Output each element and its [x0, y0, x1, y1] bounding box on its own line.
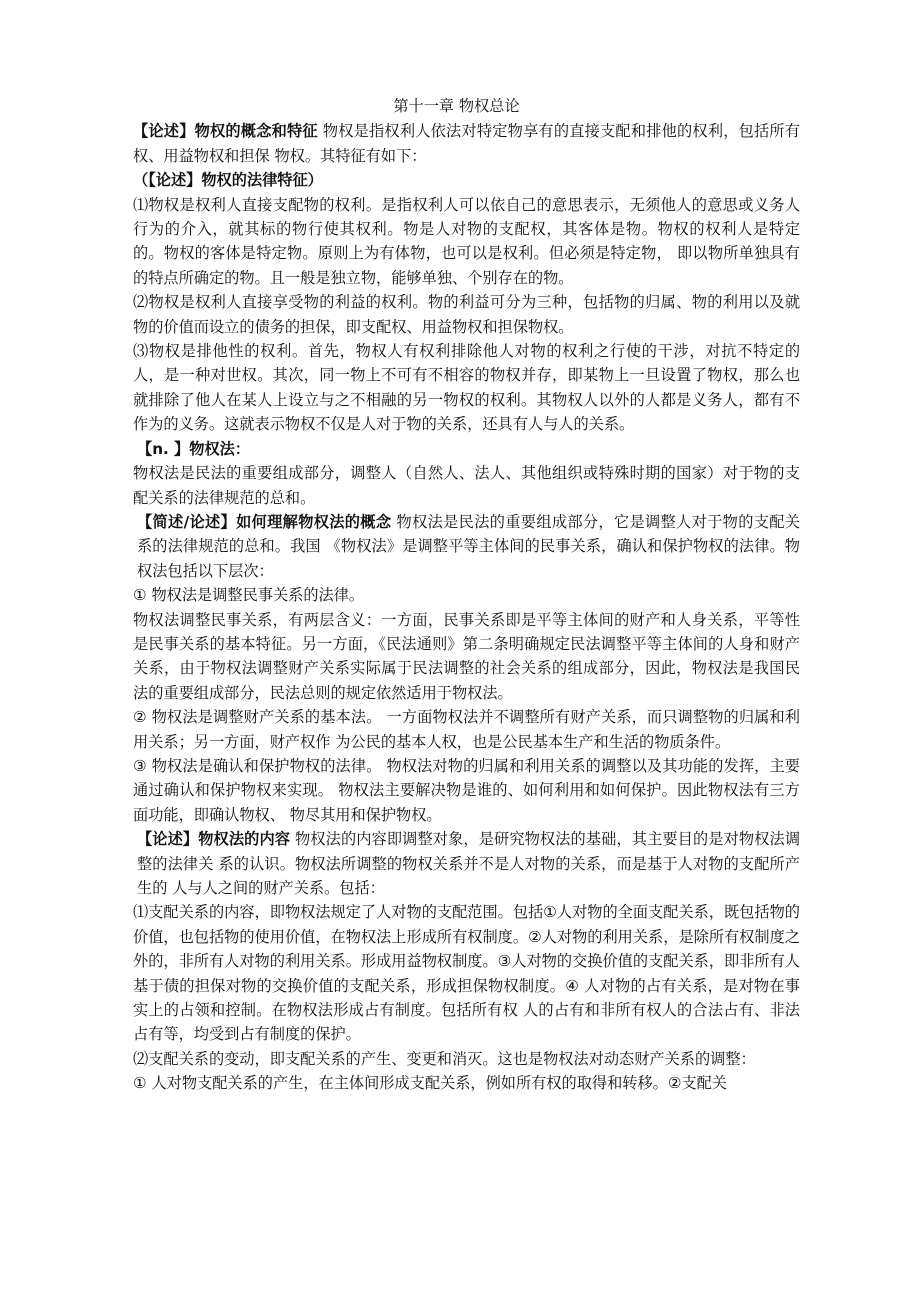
concept-paragraph: [133, 119, 800, 168]
understanding-item-2: ② 物权法是调整财产关系的基本法。 一方面物权法并不调整所有财产关系，而只调整物的归属和利用关系；另一方面，财产权作 为公民的基本人权，也是公民基本生产和生活的物质条件。: [133, 708, 800, 751]
understanding-item-1: ① 物权法是调整民事关系的法律。: [133, 586, 365, 605]
content-text: 物权法的内容即调整对象，是研究物权法的基础，其主要目的是对物权法调整的法律关 系的认识。物权法所调整的物权关系并不是人对物的关系，而是基于人对物的支配所产生的 人与人之间的财产关系。包括：: [137, 830, 801, 897]
understanding-text: 物权法是民法的重要组成部分，它是调整人对于物的支配关系的法律规范的总和。我国 《物权法》是调整平等主体间的民事关系，确认和保护物权的法律。物权法包括以下层次：: [137, 512, 800, 580]
content-item-2: ⑵支配关系的变动，即支配关系的产生、变更和消灭。这也是物权法对动态财产关系的调整：: [133, 1049, 756, 1068]
concept-text: 物权是指权利人依法对特定物享有的直接支配和排他的权利，包括所有权、用益物权和担保 物权。其特征有如下：: [133, 122, 801, 165]
chapter-title: 第十一章 物权总论: [393, 97, 520, 115]
property-law-heading: 【n. 】物权法：: [137, 439, 250, 458]
feature-item-1: ⑴物权是权利人直接支配物的权利。是指权利人可以依自己的意思表示，无须他人的意思或义务人行为的介入，就其标的物行使其权利。物是人对物的支配权，其客体是物。物权的权利人是特定的。物权的客体是特定物。原则上为有体物，也可以是权利。但必须是特定物， 即以物所单独具有的特点所确定的物。且一般是独立物，能够单独、个别存在的物。: [133, 195, 800, 287]
concept-heading: 【论述】物权的概念和特征: [133, 122, 318, 141]
content-item-3: ① 人对物支配关系的产生，在主体间形成支配关系，例如所有权的取得和转移。②支配关: [133, 1074, 727, 1093]
content-heading: 【论述】物权法的内容: [137, 830, 291, 849]
content-paragraph: [133, 827, 800, 900]
understanding-item-3: ③ 物权法是确认和保护物权的法律。 物权法对物的归属和利用关系的调整以及其功能的发挥，主要通过确认和保护物权来实现。 物权法主要解决物是谁的、如何利用和如何保护。因此物权法有三方面功能，即确认物权、 物尽其用和保护物权。: [133, 756, 800, 824]
content-item-1: ⑴支配关系的内容，即物权法规定了人对物的支配范围。包括①人对物的全面支配关系，既包括物的价值，也包括物的使用价值，在物权法上形成所有权制度。②人对物的利用关系，是除所有权制度之外的，非所有人对物的利用关系。形成用益物权制度。③人对物的交换价值的支配关系，即非所有人基于债的担保对物的交换价值的支配关系，形成担保物权制度。④ 人对物的占有关系，是对物在事实上的占领和控制。在物权法形成占有制度。包括所有权 人的占有和非所有权人的合法占有、非法占有等，均受到占有制度的保护。: [133, 903, 800, 1044]
understanding-heading: 【简述/论述】如何理解物权法的概念: [137, 512, 392, 531]
feature-item-3: ⑶物权是排他性的权利。首先，物权人有权利排除他人对物的权利之行使的干涉，对抗不特定的人，是一种对世权。其次，同一物上不可有不相容的物权并存，即某物上一旦设置了物权，那么也就排除了他人在某人上设立与之不相融的另一物权的权利。其物权人以外的人都是义务人，都有不作为的义务。这就表示物权不仅是人对于物的关系，还具有人与人的关系。: [133, 342, 800, 434]
property-law-definition: 物权法是民法的重要组成部分，调整人（自然人、法人、其他组织或特殊时期的国家）对于物的支配关系的法律规范的总和。: [133, 464, 800, 507]
understanding-paragraph: [133, 510, 800, 583]
understanding-item-1-detail: 物权法调整民事关系，有两层含义：一方面，民事关系即是平等主体间的财产和人身关系，平等性是民事关系的基本特征。另一方面，《民法通则》第二条明确规定民法调整平等主体间的人身和财产关系，由于物权法调整财产关系实际属于民法调整的社会关系的组成部分，因此，物权法是我国民法的重要组成部分，民法总则的规定依然适用于物权法。: [133, 610, 800, 702]
legal-features-heading: （【论述】物权的法律特征）: [133, 171, 323, 190]
feature-item-2: ⑵物权是权利人直接享受物的利益的权利。物的利益可分为三种，包括物的归属、物的利用以及就物的价值而设立的债务的担保，即支配权、用益物权和担保物权。: [133, 293, 800, 336]
